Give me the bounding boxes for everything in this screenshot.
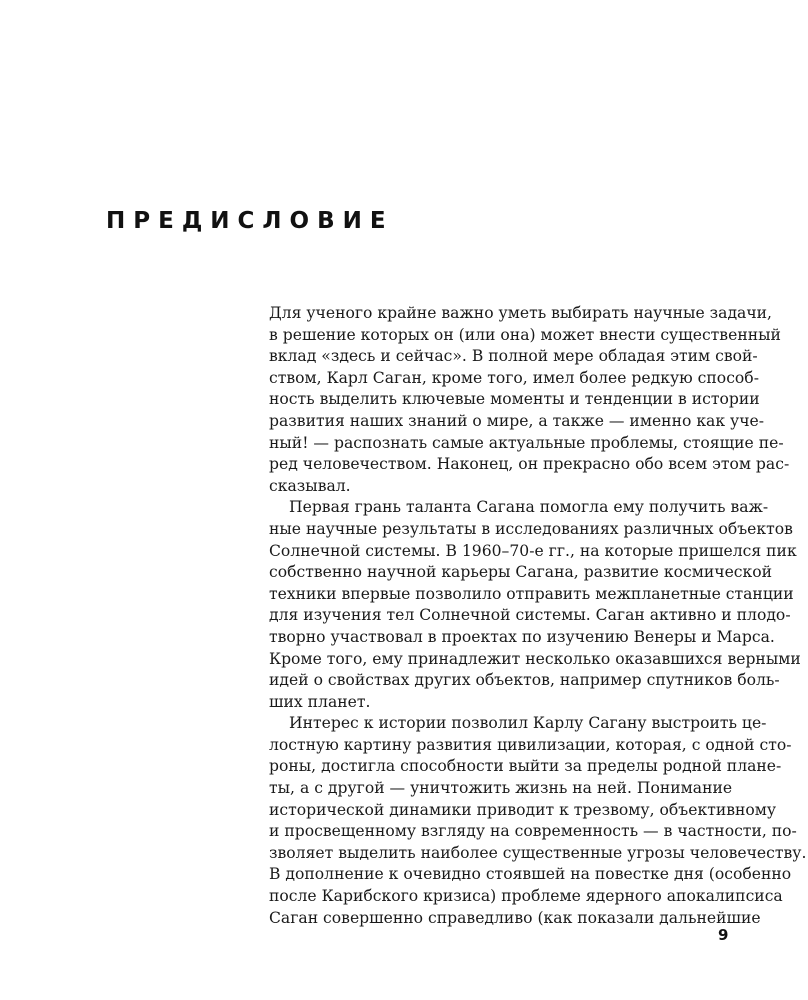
text-line: ты, а с другой — уничтожить жизнь на ней. Понимание (269, 779, 733, 798)
page-number: 9 (718, 926, 729, 944)
text-line: Саган совершенно справедливо (как показали дальнейшие (269, 908, 761, 927)
text-line: ших планет. (269, 692, 371, 711)
text-line: роны, достигла способности выйти за пределы родной плане- (269, 757, 782, 776)
text-line: ность выделить ключевые моменты и тенденции в истории (269, 390, 760, 409)
text-line: в решение которых он (или она) может внести существенный (269, 325, 781, 344)
text-line: ные научные результаты в исследованиях различных объектов (269, 519, 793, 538)
text-line: ред человечеством. Наконец, он прекрасно обо всем этом рас- (269, 455, 790, 474)
text-line: исторической динамики приводит к трезвому, объективному (269, 800, 777, 819)
text-line: техники впервые позволило отправить межпланетные станции (269, 584, 794, 603)
chapter-title: ПРЕДИСЛОВИЕ (106, 208, 394, 234)
text-line: лостную картину развития цивилизации, которая, с одной сто- (269, 735, 792, 754)
text-line: собственно научной карьеры Сагана, развитие космической (269, 563, 773, 582)
text-line: Солнечной системы. В 1960–70-е гг., на которые пришелся пик (269, 541, 797, 560)
text-line: сказывал. (269, 476, 351, 495)
text-line: ством, Карл Саган, кроме того, имел более редкую способ- (269, 368, 759, 387)
text-line: вклад «здесь и сейчас». В полной мере обладая этим свой- (269, 347, 758, 366)
paragraph-3 (269, 713, 807, 929)
text-line: идей о свойствах других объектов, например спутников боль- (269, 671, 780, 690)
text-line: Интерес к истории позволил Карлу Сагану выстроить це- (289, 714, 767, 733)
text-line: зволяет выделить наиболее существенные угрозы человечеству. (269, 843, 807, 862)
body-text (269, 303, 807, 929)
paragraph-1 (269, 303, 790, 497)
text-line: после Карибского кризиса) проблеме ядерного апокалипсиса (269, 887, 783, 906)
text-line: и просвещенному взгляду на современность — в частности, по- (269, 822, 797, 841)
text-line: развития наших знаний о мире, а также — именно как уче- (269, 411, 765, 430)
text-line: Первая грань таланта Сагана помогла ему получить важ- (289, 498, 769, 517)
paragraph-2 (269, 497, 801, 713)
text-line: ный! — распознать самые актуальные проблемы, стоящие пе- (269, 433, 784, 452)
text-line: Кроме того, ему принадлежит несколько оказавшихся верными (269, 649, 801, 668)
text-line: для изучения тел Солнечной системы. Саган активно и плодо- (269, 606, 791, 625)
text-line: творно участвовал в проектах по изучению Венеры и Марса. (269, 627, 775, 646)
text-line: В дополнение к очевидно стоявшей на повестке дня (особенно (269, 865, 792, 884)
text-line: Для ученого крайне важно уметь выбирать научные задачи, (269, 304, 772, 322)
